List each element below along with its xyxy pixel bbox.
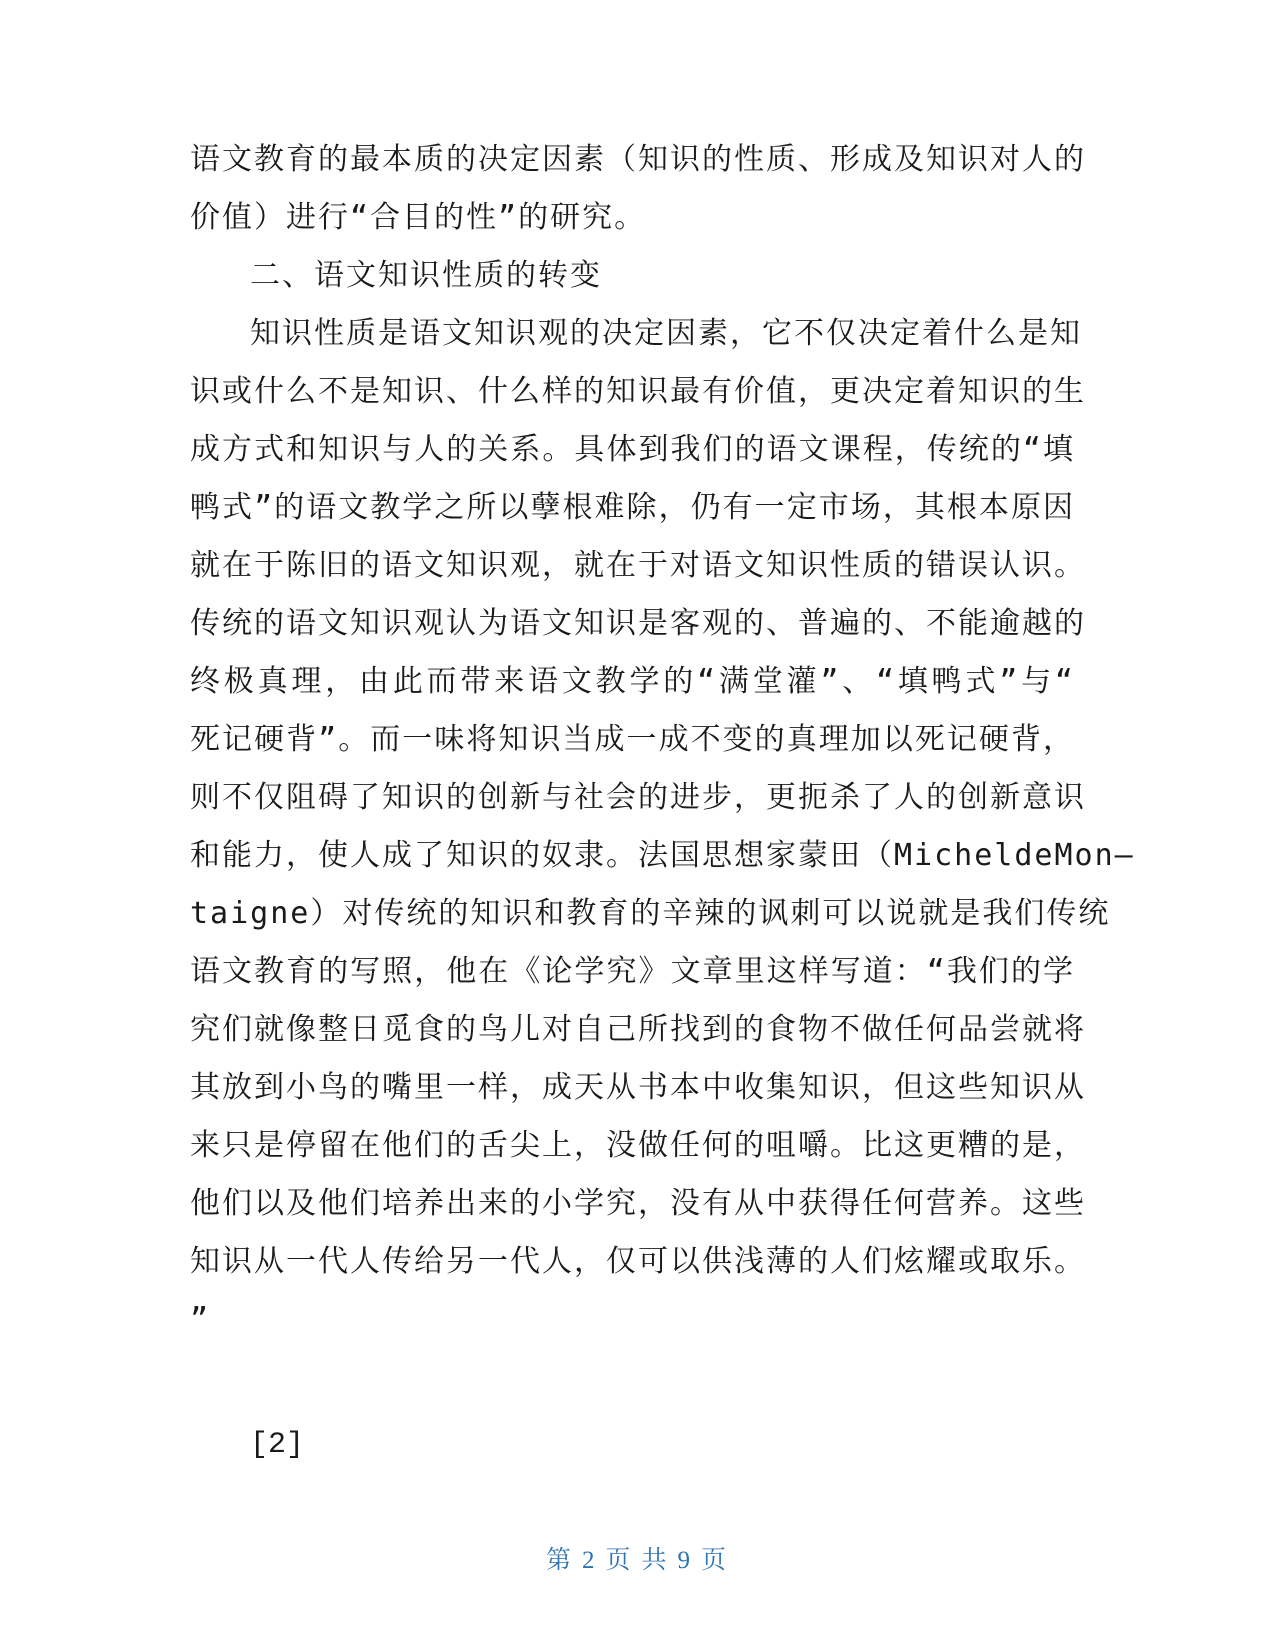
body-line: 终极真理，由此而带来语文教学的“满堂灌”、“填鸭式”与“ — [190, 664, 1075, 699]
section-heading: 二、语文知识性质的转变 — [250, 258, 602, 293]
footer-total-pages: 9 — [677, 1547, 694, 1574]
body-line: 价值）进行“合目的性”的研究。 — [190, 200, 647, 235]
body-line: 和能力，使人成了知识的奴隶。法国思想家蒙田（MicheldeMon— — [190, 838, 1135, 873]
footer-total-prefix: 共 — [641, 1547, 670, 1574]
body-line: 知识从一代人传给另一代人，仅可以供浅薄的人们炫耀或取乐。 — [190, 1244, 1086, 1279]
body-line: 就在于陈旧的语文知识观，就在于对语文知识性质的错误认识。 — [190, 548, 1086, 583]
body-line: 语文教育的写照，他在《论学究》文章里这样写道：“我们的学 — [190, 954, 1075, 989]
page-footer — [0, 1545, 1275, 1577]
footer-total-suffix: 页 — [701, 1547, 730, 1574]
body-line: 识或什么不是知识、什么样的知识最有价值，更决定着知识的生 — [190, 374, 1086, 409]
body-line: 来只是停留在他们的舌尖上，没做任何的咀嚼。比这更糟的是， — [190, 1128, 1086, 1163]
body-line: 语文教育的最本质的决定因素（知识的性质、形成及知识对人的 — [190, 142, 1086, 177]
body-line: 他们以及他们培养出来的小学究，没有从中获得任何营养。这些 — [190, 1186, 1086, 1221]
reference-marker: [2] — [250, 1428, 305, 1462]
body-line: ” — [190, 1302, 211, 1337]
body-line: 则不仅阻碍了知识的创新与社会的进步，更扼杀了人的创新意识 — [190, 780, 1086, 815]
footer-current-page: 2 — [581, 1547, 598, 1574]
body-line: 成方式和知识与人的关系。具体到我们的语文课程，传统的“填 — [190, 432, 1075, 467]
body-line: 传统的语文知识观认为语文知识是客观的、普遍的、不能逾越的 — [190, 606, 1086, 641]
body-line: 究们就像整日觅食的鸟儿对自己所找到的食物不做任何品尝就将 — [190, 1012, 1086, 1047]
body-line: 其放到小鸟的嘴里一样，成天从书本中收集知识，但这些知识从 — [190, 1070, 1086, 1105]
body-line: 死记硬背”。而一味将知识当成一成不变的真理加以死记硬背， — [190, 722, 1075, 757]
body-line: 鸭式”的语文教学之所以孽根难除，仍有一定市场，其根本原因 — [190, 490, 1075, 525]
body-line: taigne）对传统的知识和教育的辛辣的讽刺可以说就是我们传统 — [190, 896, 1111, 931]
footer-page-prefix: 第 — [545, 1547, 574, 1574]
body-line: 知识性质是语文知识观的决定因素，它不仅决定着什么是知 — [250, 316, 1082, 351]
footer-page-mid: 页 — [605, 1547, 634, 1574]
